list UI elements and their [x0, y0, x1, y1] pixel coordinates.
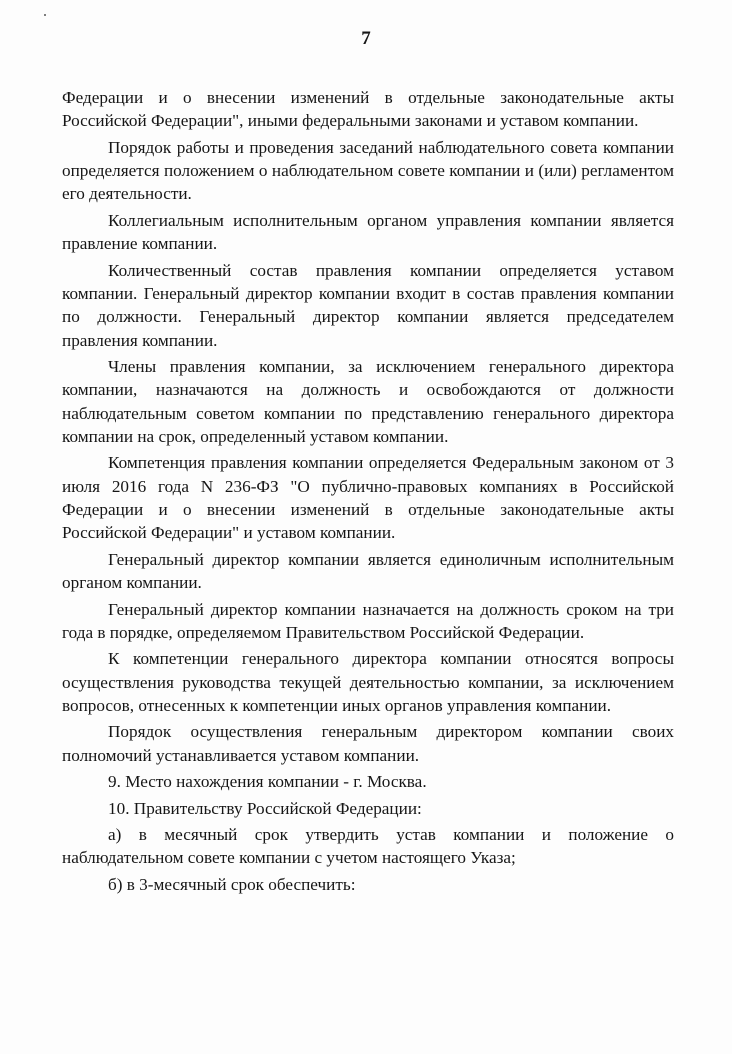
paragraph-director-term: Генеральный директор компании назначается на должность сроком на три года в порядке, определяемом Правительством Российской Федерации. — [62, 599, 674, 642]
paragraph-item-10a: а) в месячный срок утвердить устав компании и положение о наблюдательном совете компании с учетом настоящего Указа; — [62, 825, 674, 868]
paragraph-item-10b: б) в 3-месячный срок обеспечить: — [108, 874, 356, 894]
paragraph-board-composition: Количественный состав правления компании определяется уставом компании. Генеральный директор компании входит в состав правления компании по должности. Генеральный директор компании является председателем правления компании. — [62, 260, 674, 350]
document-body — [62, 86, 674, 899]
paragraph-continuation: Федерации и о внесении изменений в отдельные законодательные акты Российской Федерации", иными федеральными законами и уставом компании. — [62, 88, 674, 131]
paragraph-director-powers: Порядок осуществления генеральным директором компании своих полномочий устанавливается уставом компании. — [62, 722, 674, 765]
paragraph-director-competence: К компетенции генерального директора компании относятся вопросы осуществления руководства текущей деятельностью компании, за исключением вопросов, отнесенных к компетенции иных органов управления компании. — [62, 649, 674, 715]
page-number: 7 — [361, 28, 371, 49]
paragraph-item-10-government: 10. Правительству Российской Федерации: — [108, 798, 422, 818]
paragraph-supervisory-board-procedure: Порядок работы и проведения заседаний наблюдательного совета компании определяется положением о наблюдательном совете компании и (или) регламентом его деятельности. — [62, 137, 674, 204]
scan-speck — [44, 14, 46, 16]
paragraph-sole-executive: Генеральный директор компании является единоличным исполнительным органом компании. — [62, 549, 674, 593]
paragraph-board-members-appointment: Члены правления компании, за исключением генерального директора компании, назначаются на должность и освобождаются от должности наблюдательным советом компании по представлению генерального директора компании на срок, определенный уставом компании. — [62, 357, 674, 446]
paragraph-item-9-location: 9. Место нахождения компании - г. Москва. — [108, 772, 427, 792]
paragraph-collegial-body: Коллегиальным исполнительным органом управления компании является правление компании. — [62, 210, 674, 254]
paragraph-board-competence: Компетенция правления компании определяется Федеральным законом от 3 июля 2016 года N 236-ФЗ "О публично-правовых компаниях в Российской Федерации и о внесении изменений в отдельные законодательные акты Российской Федерации" и уставом компании. — [62, 453, 674, 543]
